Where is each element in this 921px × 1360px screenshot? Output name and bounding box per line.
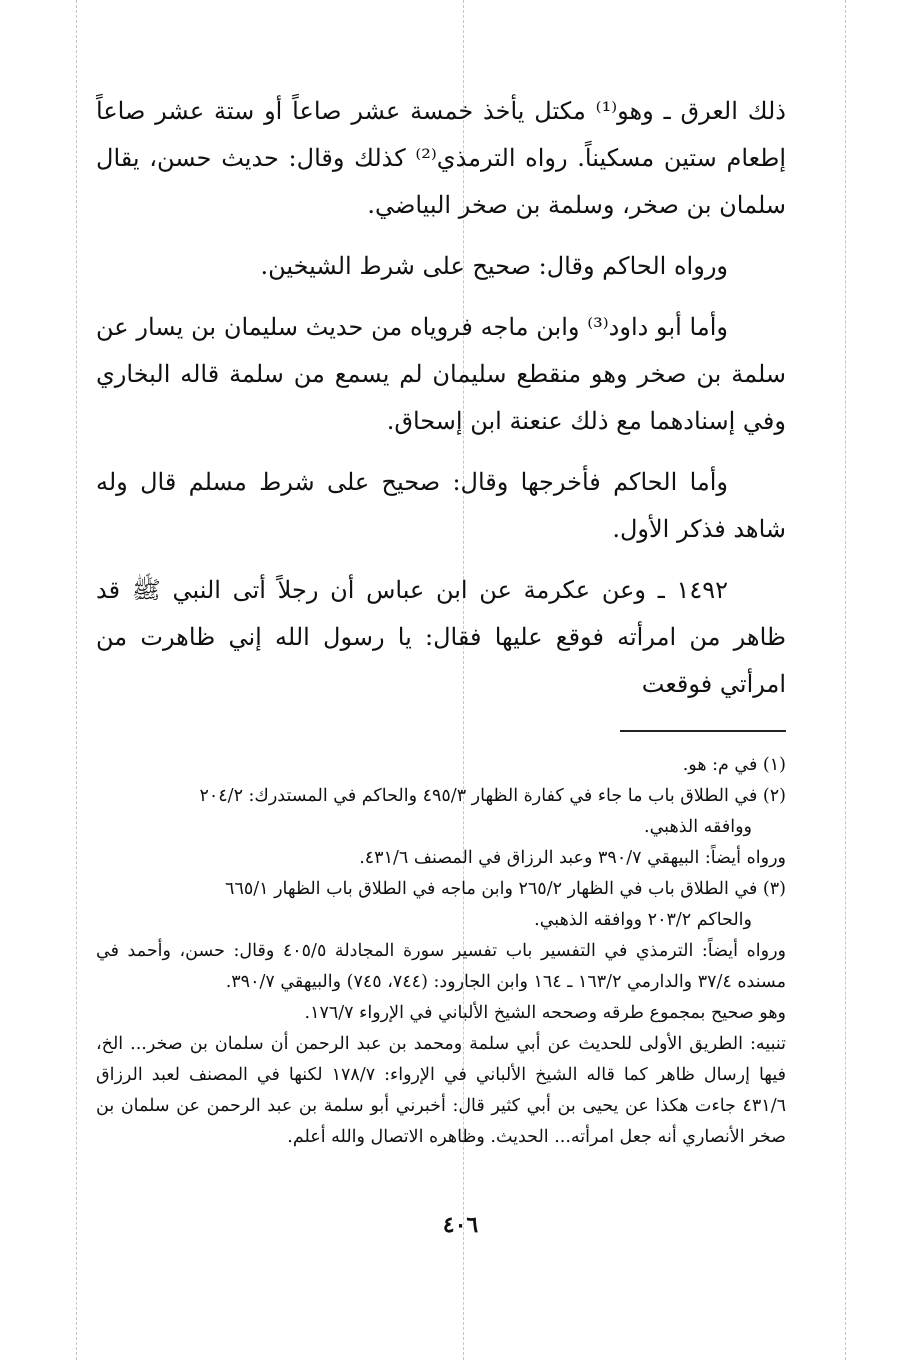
footnote-3-grading: وهو صحيح بمجموع طرقه وصححه الشيخ الألباني في الإرواء ١٧٦/٧. (304, 1003, 786, 1023)
main-text (96, 88, 786, 708)
footnote-1: (١) في م: هو. (682, 755, 786, 775)
footnote-3-continuation: والحاكم ٢٠٣/٢ ووافقه الذهبي. (534, 910, 752, 930)
footnote-2: (٢) في الطلاق باب ما جاء في كفارة الظهار ٤٩٥/٣ والحاكم في المستدرك: ٢٠٤/٢ (199, 786, 786, 806)
footnote-3: (٣) في الطلاق باب في الظهار ٢٦٥/٢ وابن ماجه في الطلاق باب الظهار ٦٦٥/١ (225, 879, 786, 899)
paragraph-1: ذلك العرق ـ وهو⁽¹⁾ مكتل يأخذ خمسة عشر صاعاً أو ستة عشر صاعاً إطعام ستين مسكيناً. رواه الترمذي⁽²⁾ كذلك وقال: حديث حسن، يقال سلمان بن صخر، وسلمة بن صخر البياضي. (96, 97, 786, 219)
footnote-2-extra: ورواه أيضاً: البيهقي ٣٩٠/٧ وعبد الرزاق في المصنف ٤٣١/٦. (359, 848, 786, 868)
footnote-2-continuation: ووافقه الذهبي. (644, 817, 752, 837)
margin-guide-right (845, 0, 846, 1360)
document-page (96, 88, 786, 1153)
paragraph-3: وأما أبو داود⁽³⁾ وابن ماجه فروياه من حديث سليمان بن يسار عن سلمة بن صخر وهو منقطع سليمان لم يسمع من سلمة قاله البخاري وفي إسنادهما مع ذلك عنعنة ابن إسحاق. (96, 313, 786, 435)
margin-guide-left (76, 0, 77, 1360)
paragraph-5-hadith-1492: ١٤٩٢ ـ وعن عكرمة عن ابن عباس أن رجلاً أتى النبي ﷺ قد ظاهر من امرأته فوقع عليها فقال: يا رسول الله إني ظاهرت من امرأتي فوقعت (96, 576, 786, 698)
page-number: ٤٠٦ (442, 1212, 479, 1238)
footnote-3-other-sources: ورواه أيضاً: الترمذي في التفسير باب تفسير سورة المجادلة ٤٠٥/٥ وقال: حسن، وأحمد في مسنده ٣٧/٤ والدارمي ١٦٣/٢ ـ ١٦٤ وابن الجارود: (٧٤٤، ٧٤٥) والبيهقي ٣٩٠/٧. (96, 941, 786, 992)
paragraph-2: ورواه الحاكم وقال: صحيح على شرط الشيخين. (260, 252, 728, 280)
footnote-separator (620, 730, 786, 732)
footnotes (96, 750, 786, 1153)
footnote-note: تنبيه: الطريق الأولى للحديث عن أبي سلمة ومحمد بن عبد الرحمن أن سلمان بن صخر... الخ، فيها إرسال ظاهر كما قاله الشيخ الألباني في الإرواء: ١٧٨/٧ لكنها في المصنف لعبد الرزاق ٤٣١/٦ جاءت هكذا عن يحيى بن أبي كثير قال: أخبرني أبو سلمة بن عبد الرحمن عن سلمان بن صخر الأنصاري أنه جعل امرأته... الحديث. وظاهره الاتصال والله أعلم. (96, 1034, 786, 1147)
paragraph-4: وأما الحاكم فأخرجها وقال: صحيح على شرط مسلم قال وله شاهد فذكر الأول. (96, 468, 786, 543)
